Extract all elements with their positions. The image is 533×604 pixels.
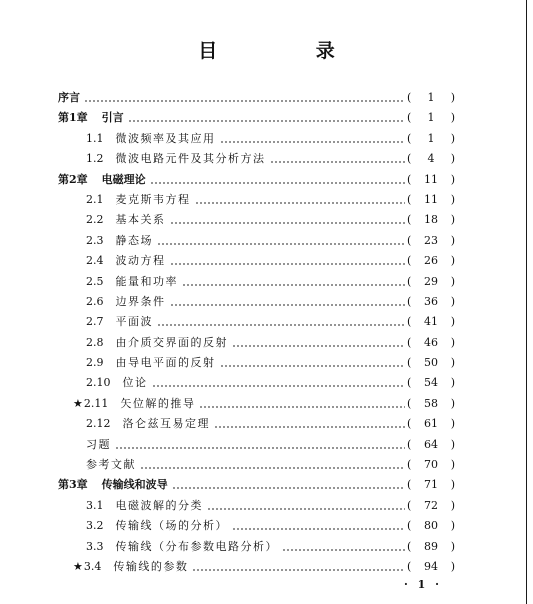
toc-section-entry <box>0 190 533 210</box>
page-value: 61 <box>424 417 438 431</box>
dot-leader <box>84 88 405 108</box>
toc-entry-title: 习题 <box>86 437 111 451</box>
page-value: 72 <box>424 498 438 512</box>
toc-section-entry <box>0 231 533 251</box>
left-paren: ( <box>407 396 412 410</box>
toc-chapter-entry <box>0 475 533 495</box>
left-paren: ( <box>407 478 412 492</box>
dot-leader <box>192 557 405 577</box>
dot-leader <box>170 210 406 230</box>
page-value: 11 <box>424 192 438 206</box>
toc-entry-title: 传输线的参数 <box>113 559 189 573</box>
toc-entry-title: 由导电平面的反射 <box>115 356 216 370</box>
toc-entry-heading <box>58 108 124 128</box>
toc-section-entry <box>0 210 533 230</box>
toc-entry-heading <box>86 516 228 536</box>
left-paren: ( <box>407 356 412 370</box>
toc-entry-title: 平面波 <box>115 315 153 329</box>
right-paren: ) <box>450 396 455 410</box>
page-value: 64 <box>424 437 438 451</box>
toc-entry-number: 2.1 <box>86 192 104 206</box>
dot-leader <box>128 108 405 128</box>
right-paren: ) <box>450 213 455 227</box>
right-paren: ) <box>450 254 455 268</box>
toc-entry-title: 麦克斯韦方程 <box>115 192 191 206</box>
dot-leader <box>220 353 406 373</box>
toc-entry-heading <box>58 475 168 495</box>
toc-section-entry <box>0 251 533 271</box>
toc-section-entry <box>0 394 533 414</box>
toc-entry-number: 第1章 <box>58 111 88 125</box>
toc-entry-title: 传输线（场的分析） <box>115 519 228 533</box>
toc-entry-number: 1.1 <box>86 131 104 145</box>
page-value: 80 <box>424 519 438 533</box>
toc-entry-heading <box>86 149 266 169</box>
toc-entry-number: 2.5 <box>86 274 104 288</box>
dot-leader <box>140 455 405 475</box>
toc-section-entry <box>0 435 533 455</box>
right-paren: ) <box>450 478 455 492</box>
toc-entry-heading <box>73 557 188 577</box>
toc-section-entry <box>0 129 533 149</box>
toc-entry-heading <box>86 190 191 210</box>
left-paren: ( <box>407 294 412 308</box>
page-value: 54 <box>424 376 438 390</box>
toc-entry-heading <box>86 312 153 332</box>
toc-entry-number: 2.11 <box>83 396 109 410</box>
right-paren: ) <box>450 539 455 553</box>
dot-leader <box>152 373 406 393</box>
toc-entry-number: 2.12 <box>86 417 111 431</box>
toc-entry-title: 传输线（分布参数电路分析） <box>115 539 278 553</box>
dot-leader <box>220 129 406 149</box>
dot-leader <box>270 149 406 169</box>
toc-entry-title: 序言 <box>58 91 80 104</box>
toc-section-entry <box>0 414 533 434</box>
toc-entry-title: 基本关系 <box>115 213 166 227</box>
toc-page-number <box>407 170 455 190</box>
toc-entry-heading <box>86 496 203 516</box>
left-paren: ( <box>407 315 412 329</box>
toc-entry-number: 2.10 <box>86 376 111 390</box>
left-paren: ( <box>407 274 412 288</box>
toc-entry-heading <box>86 272 178 292</box>
toc-entry-title: 参考文献 <box>86 458 136 472</box>
toc-chapter-entry <box>0 170 533 190</box>
toc-entry-title: 能量和功率 <box>115 274 178 288</box>
dot-leader <box>157 231 405 251</box>
toc-entry-number: 3.1 <box>86 498 104 512</box>
page-value: 36 <box>424 294 438 308</box>
toc-entry-number: 3.3 <box>86 539 104 553</box>
toc-section-entry <box>0 373 533 393</box>
toc-page-number <box>407 129 455 149</box>
left-paren: ( <box>407 539 412 553</box>
toc-entry-number: 2.9 <box>86 356 104 370</box>
dot-leader <box>157 312 405 332</box>
toc-section-entry <box>0 292 533 312</box>
star-icon: ★ <box>73 559 83 573</box>
toc-entry-title: 波动方程 <box>115 254 166 268</box>
toc-entry-heading <box>73 394 195 414</box>
right-paren: ) <box>450 417 455 431</box>
page-value: 1 <box>427 131 435 145</box>
toc-section-entry <box>0 537 533 557</box>
left-paren: ( <box>407 254 412 268</box>
dot-leader <box>232 516 405 536</box>
toc-entry-heading <box>86 373 148 393</box>
left-paren: ( <box>407 91 412 104</box>
dot-leader <box>170 292 406 312</box>
right-paren: ) <box>450 274 455 288</box>
page-value: 94 <box>424 559 438 573</box>
toc-entry-title: 电磁理论 <box>101 172 146 186</box>
toc-page-number <box>407 455 455 475</box>
left-paren: ( <box>407 519 412 533</box>
toc-section-entry <box>0 496 533 516</box>
page-value: 46 <box>424 335 438 349</box>
toc-page-number <box>407 435 455 455</box>
toc-entry-heading <box>86 210 166 230</box>
toc-entry-title: 引言 <box>101 111 124 125</box>
toc-entry-title: 矢位解的推导 <box>120 396 196 410</box>
toc-page-number <box>407 394 455 414</box>
toc-page-number <box>407 312 455 332</box>
toc-entry-heading <box>86 435 111 455</box>
left-paren: ( <box>407 131 412 145</box>
right-paren: ) <box>450 519 455 533</box>
toc-entry-title: 微波电路元件及其分析方法 <box>115 152 266 166</box>
right-paren: ) <box>450 233 455 247</box>
right-paren: ) <box>450 152 455 166</box>
star-icon: ★ <box>73 396 83 410</box>
left-paren: ( <box>407 233 412 247</box>
dot-leader <box>170 251 406 271</box>
right-paren: ) <box>450 192 455 206</box>
toc-entry-title: 微波频率及其应用 <box>115 131 216 145</box>
toc-entry-title: 洛仑兹互易定理 <box>122 417 210 431</box>
toc-entry-number: 第3章 <box>58 478 88 492</box>
toc-entry-title: 静态场 <box>115 233 153 247</box>
toc-page-number <box>407 292 455 312</box>
toc-page-number <box>407 231 455 251</box>
toc-entry-number: 2.8 <box>86 335 104 349</box>
left-paren: ( <box>407 111 412 125</box>
dot-leader <box>199 394 405 414</box>
toc-entry-heading <box>86 231 153 251</box>
toc-page-number <box>407 210 455 230</box>
toc-entry-number: 2.2 <box>86 213 104 227</box>
toc-page-number <box>407 272 455 292</box>
toc-page-number <box>407 190 455 210</box>
toc-entry-heading <box>58 88 80 108</box>
toc-page-number <box>407 353 455 373</box>
toc-section-entry <box>0 516 533 536</box>
toc-entry-title: 电磁波解的分类 <box>115 498 203 512</box>
toc-section-entry <box>0 557 533 577</box>
toc-entry-number: 2.4 <box>86 254 104 268</box>
toc-section-entry <box>0 149 533 169</box>
page-value: 29 <box>424 274 438 288</box>
toc-entry-number: 2.6 <box>86 294 104 308</box>
toc-page-number <box>407 108 455 128</box>
toc-entry-number: 3.2 <box>86 519 104 533</box>
left-paren: ( <box>407 498 412 512</box>
toc-entry-number: 2.7 <box>86 315 104 329</box>
toc-entry-title: 由介质交界面的反射 <box>115 335 228 349</box>
dot-leader <box>232 333 405 353</box>
dot-leader <box>282 537 405 557</box>
toc-page-number <box>407 557 455 577</box>
page-title: 目 录 <box>198 40 381 62</box>
page-value: 70 <box>424 458 438 472</box>
right-paren: ) <box>450 559 455 573</box>
left-paren: ( <box>407 213 412 227</box>
right-paren: ) <box>450 294 455 308</box>
toc-section-entry <box>0 272 533 292</box>
page-value: 1 <box>427 91 435 104</box>
page-value: 89 <box>424 539 438 553</box>
toc-page-number <box>407 251 455 271</box>
toc-entry-heading <box>86 353 216 373</box>
toc-page-number <box>407 475 455 495</box>
toc-entry-title: 边界条件 <box>115 294 166 308</box>
table-of-contents <box>0 88 533 577</box>
right-paren: ) <box>450 111 455 125</box>
right-paren: ) <box>450 131 455 145</box>
toc-entry-heading <box>58 170 146 190</box>
toc-entry-number: 第2章 <box>58 172 88 186</box>
dot-leader <box>182 272 405 292</box>
toc-chapter-entry <box>0 108 533 128</box>
page-value: 50 <box>424 356 438 370</box>
right-paren: ) <box>450 356 455 370</box>
left-paren: ( <box>407 437 412 451</box>
toc-entry-heading <box>86 537 278 557</box>
toc-entry-number: 1.2 <box>86 152 104 166</box>
toc-entry-title: 位论 <box>122 376 148 390</box>
left-paren: ( <box>407 335 412 349</box>
page-value: 4 <box>427 152 435 166</box>
left-paren: ( <box>407 172 412 186</box>
toc-entry-heading <box>86 292 166 312</box>
right-paren: ) <box>450 91 455 104</box>
toc-page-number <box>407 496 455 516</box>
dot-leader <box>172 475 405 495</box>
toc-page-number <box>407 149 455 169</box>
page-number: · 1 · <box>404 578 442 591</box>
toc-entry-heading <box>86 251 166 271</box>
toc-page-number <box>407 88 455 108</box>
left-paren: ( <box>407 152 412 166</box>
right-paren: ) <box>450 172 455 186</box>
page-value: 41 <box>424 315 438 329</box>
toc-entry-number: 2.3 <box>86 233 104 247</box>
page-value: 58 <box>424 396 438 410</box>
page-value: 26 <box>424 254 438 268</box>
toc-page-number <box>407 333 455 353</box>
dot-leader <box>115 435 405 455</box>
page-value: 11 <box>424 172 438 186</box>
toc-entry-heading <box>86 333 228 353</box>
right-paren: ) <box>450 498 455 512</box>
toc-section-entry <box>0 455 533 475</box>
toc-section-entry <box>0 333 533 353</box>
toc-page-number <box>407 414 455 434</box>
page-value: 18 <box>424 213 438 227</box>
page-value: 71 <box>424 478 438 492</box>
page-value: 1 <box>427 111 435 125</box>
toc-page-number <box>407 516 455 536</box>
toc-entry-heading <box>86 414 210 434</box>
toc-entry-number: 3.4 <box>83 559 102 573</box>
dot-leader <box>150 170 405 190</box>
right-paren: ) <box>450 315 455 329</box>
toc-entry-heading <box>86 129 216 149</box>
toc-entry-heading <box>86 455 136 475</box>
toc-entry-title: 传输线和波导 <box>101 478 168 492</box>
left-paren: ( <box>407 559 412 573</box>
toc-page-number <box>407 373 455 393</box>
right-paren: ) <box>450 437 455 451</box>
dot-leader <box>195 190 406 210</box>
toc-section-entry <box>0 353 533 373</box>
dot-leader <box>214 414 405 434</box>
right-paren: ) <box>450 458 455 472</box>
left-paren: ( <box>407 376 412 390</box>
left-paren: ( <box>407 192 412 206</box>
dot-leader <box>207 496 405 516</box>
toc-chapter-entry <box>0 88 533 108</box>
left-paren: ( <box>407 417 412 431</box>
right-paren: ) <box>450 376 455 390</box>
left-paren: ( <box>407 458 412 472</box>
toc-page-number <box>407 537 455 557</box>
right-paren: ) <box>450 335 455 349</box>
toc-section-entry <box>0 312 533 332</box>
page-value: 23 <box>424 233 438 247</box>
